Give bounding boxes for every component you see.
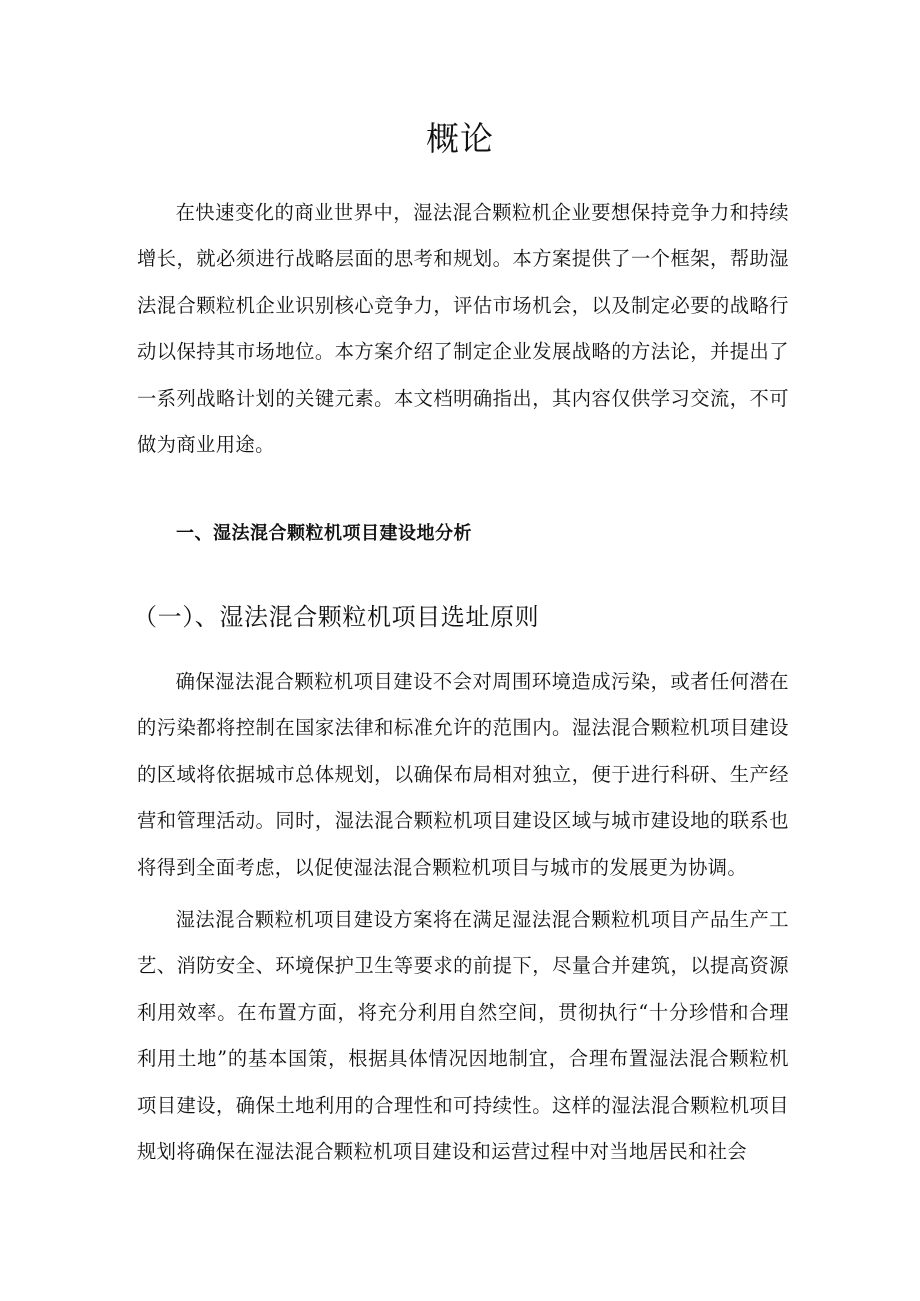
section-heading: 一、湿法混合颗粒机项目建设地分析 bbox=[176, 523, 472, 544]
subsection-heading: （一）、湿法混合颗粒机项目选址原则 bbox=[133, 603, 540, 631]
body-paragraph: 湿法混合颗粒机项目建设方案将在满足湿法混合颗粒机项目产品生产工艺、消防安全、环境保护卫生等要求的前提下，尽量合并建筑，以提高资源利用效率。在布置方面，将充分利用自然空间，贯彻执行“十分珍惜和合理利用土地”的基本国策，根据具体情况因地制宜，合理布置湿法混合颗粒机项目建设，确保土地利用的合理性和可持续性。这样的湿法混合颗粒机项目规划将确保在湿法混合颗粒机项目建设和运营过程中对当地居民和社会 bbox=[137, 908, 789, 1164]
body-paragraph: 确保湿法混合颗粒机项目建设不会对周围环境造成污染，或者任何潜在的污染都将控制在国家法律和标准允许的范围内。湿法混合颗粒机项目建设的区域将依据城市总体规划，以确保布局相对独立，便于进行科研、生产经营和管理活动。同时，湿法混合颗粒机项目建设区域与城市建设地的联系也将得到全面考虑，以促使湿法混合颗粒机项目与城市的发展更为协调。 bbox=[137, 670, 789, 879]
document-title: 概论 bbox=[426, 119, 494, 158]
intro-paragraph: 在快速变化的商业世界中，湿法混合颗粒机企业要想保持竞争力和持续增长，就必须进行战略层面的思考和规划。本方案提供了一个框架，帮助湿法混合颗粒机企业识别核心竞争力，评估市场机会，以及制定必要的战略行动以保持其市场地位。本方案介绍了制定企业发展战略的方法论，并提出了一系列战略计划的关键元素。本文档明确指出，其内容仅供学习交流，不可做为商业用途。 bbox=[137, 201, 789, 457]
